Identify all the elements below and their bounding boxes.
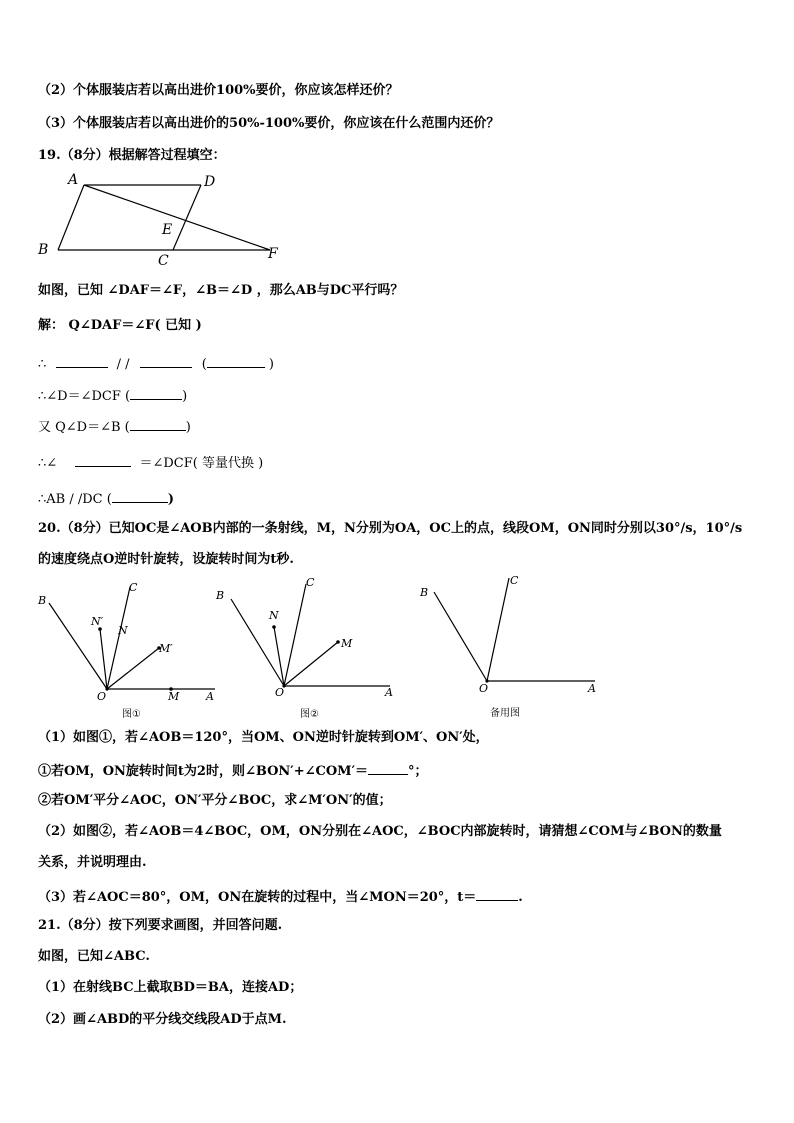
q20-part1: （1）如图①，若∠AOB＝120°，当OM、ON逆时针旋转到OM′、ON′处， (38, 730, 489, 745)
answer-blank[interactable] (207, 353, 265, 368)
answer-blank[interactable] (130, 385, 182, 400)
svg-text:M: M (341, 637, 353, 650)
answer-blank[interactable] (368, 760, 408, 775)
q19-step1: ∴ / / ( ) (38, 353, 274, 374)
answer-blank[interactable] (140, 353, 192, 368)
q21-part2: （2）画∠ABD的平分线交线段AD于点M. (38, 1012, 287, 1027)
label-F: F (268, 246, 278, 262)
q19-step2: ∴∠D＝∠DCF ( ) (38, 385, 187, 406)
answer-blank[interactable] (75, 452, 131, 467)
svg-text:C: C (306, 576, 315, 589)
answer-blank[interactable] (56, 353, 108, 368)
q20-part1a: ①若OM，ON旋转时间t为2时，则∠BON′+∠COM′＝ °； (38, 760, 428, 781)
label-D: D (204, 174, 216, 190)
q20-line1: 20.（8分）已知OC是∠AOB内部的一条射线，M，N分别为OA，OC上的点，线段OM，ON同时分别以30°/s，10°/s (38, 521, 743, 536)
answer-blank[interactable] (112, 488, 168, 503)
q19-heading: 19.（8分）根据解答过程填空： (38, 148, 226, 163)
q21-given: 如图，已知∠ABC. (38, 949, 150, 964)
label-A: A (68, 172, 79, 188)
q19-step4: ∴∠ ＝∠DCF( 等量代换 ) (38, 452, 263, 473)
q21-part1: （1）在射线BC上截取BD＝BA，连接AD； (38, 980, 303, 995)
svg-text:A: A (385, 686, 393, 699)
q19-figure (30, 168, 290, 268)
svg-text:O: O (97, 690, 107, 703)
svg-text:N: N (118, 624, 128, 637)
svg-text:C: C (129, 581, 138, 594)
q20-figure-2 (210, 572, 400, 722)
svg-text:B: B (38, 594, 47, 607)
svg-text:A: A (206, 690, 214, 703)
label-C: C (158, 253, 169, 268)
svg-text:B: B (216, 589, 225, 602)
svg-text:O: O (479, 682, 489, 695)
answer-blank[interactable] (476, 886, 518, 901)
q20-part2-line1: （2）如图②，若∠AOB＝4∠BOC，OM，ON分别在∠AOC，∠BOC内部旋转时，请猜想∠COM与∠BON的数量 (38, 824, 722, 839)
q20-part2-line2: 关系，并说明理由. (38, 855, 147, 870)
svg-text:图②: 图② (300, 709, 319, 720)
answer-blank[interactable] (130, 416, 186, 431)
q19-step3: 又 Q∠D＝∠B ( ) (38, 416, 191, 437)
q20-line2: 的速度绕点O逆时针旋转，设旋转时间为t秒. (38, 552, 294, 567)
svg-text:M′: M′ (159, 642, 173, 655)
q19-solution: 解： Q∠DAF＝∠F( 已知 ) (38, 318, 202, 333)
q19-question: 如图，已知 ∠DAF＝∠F，∠B＝∠D ，那么AB与DC平行吗？ (38, 283, 404, 298)
svg-text:N: N (269, 609, 279, 622)
svg-text:A: A (588, 682, 596, 695)
q18-part3: （3）个体服装店若以高出进价的50%-100%要价，你应该在什么范围内还价？ (38, 116, 500, 131)
svg-text:N′: N′ (91, 615, 104, 628)
svg-text:备用图: 备用图 (490, 708, 520, 719)
svg-text:M: M (168, 690, 180, 703)
svg-text:图①: 图① (122, 709, 141, 720)
q21-heading: 21.（8分）按下列要求画图，并回答问题. (38, 918, 283, 933)
q19-step5: ∴AB / /DC ( ) (38, 488, 174, 509)
label-B: B (38, 242, 49, 258)
svg-text:B: B (420, 586, 429, 599)
svg-text:C: C (510, 574, 519, 587)
q20-part3: （3）若∠AOC＝80°，OM，ON在旋转的过程中，当∠MON＝20°，t＝ . (38, 886, 523, 907)
q20-figure-spare (410, 572, 610, 722)
label-E: E (162, 222, 173, 238)
q20-figure-1 (30, 572, 230, 722)
q18-part2: （2）个体服装店若以高出进价100%要价，你应该怎样还价？ (38, 83, 399, 98)
svg-text:O: O (275, 686, 285, 699)
q20-part1b: ②若OM′平分∠AOC，ON′平分∠BOC，求∠M′ON′的值； (38, 793, 392, 808)
